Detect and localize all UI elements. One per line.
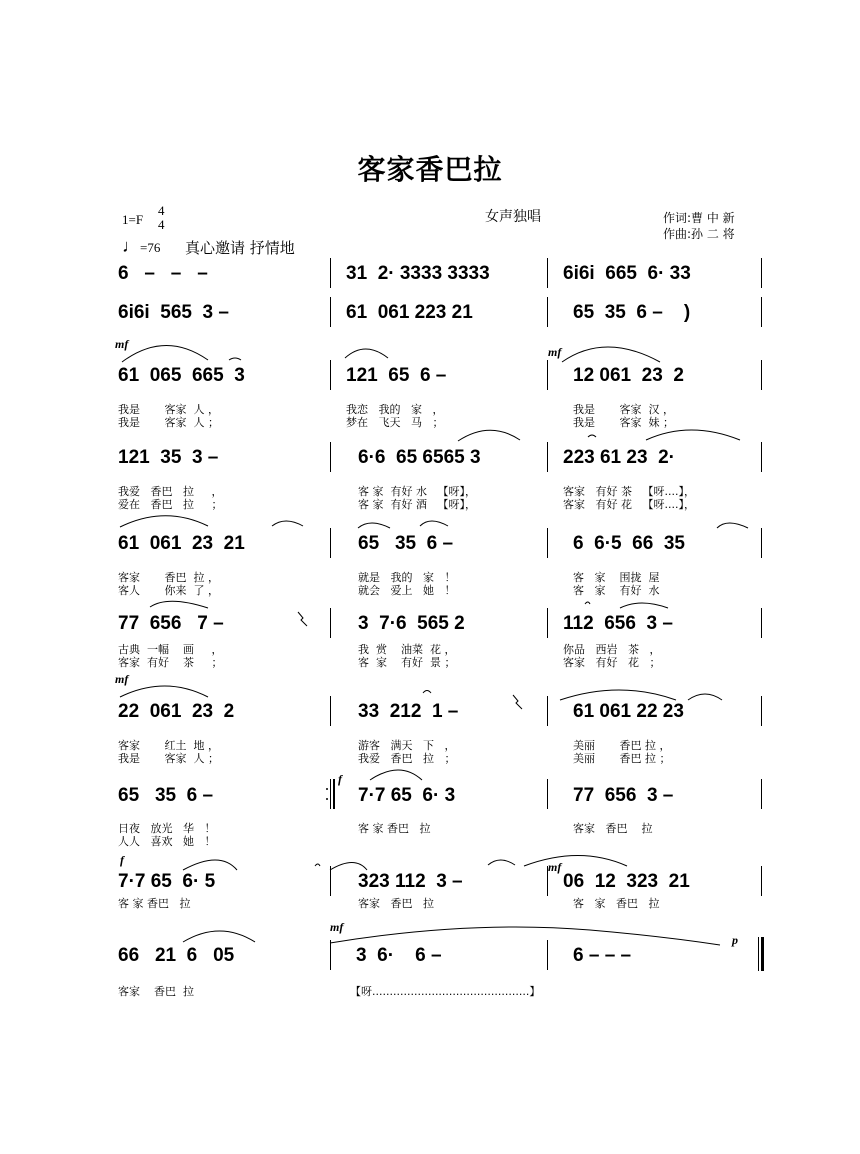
barline (761, 258, 762, 288)
measure-notes: 121 35 3 – (118, 447, 219, 468)
measure-notes: 65 35 6 – (358, 533, 454, 554)
barline (330, 297, 331, 327)
measure-notes: 6i6i 565 3 – (118, 302, 229, 323)
final-barline (758, 937, 759, 971)
measure-notes: 6i6i 665 6· 33 (563, 263, 691, 284)
lyrics-verse-1: 美丽 香巴 拉 ， (573, 739, 671, 752)
measure-notes: 06 12 323 21 (563, 871, 690, 892)
dynamic-marking: mf (115, 337, 129, 351)
lyrics-verse-2: 梦在 飞天 马 ； (346, 416, 444, 429)
lyrics-verse-2: 客人 你来 了 ， (118, 584, 219, 597)
measure-notes: 112 656 3 – (563, 613, 673, 634)
barline (547, 696, 548, 726)
measure-notes: 77 656 7 – (118, 613, 224, 634)
lyrics-verse-2: 客 家 有好 景 ； (358, 656, 456, 669)
measure-notes: 7·7 65 6· 5 (118, 871, 216, 892)
measure-notes: 65 35 6 – (118, 785, 214, 806)
barline (330, 608, 331, 638)
credits (663, 210, 735, 242)
lyrics-verse-1: 游客 满天 下 ， (358, 739, 456, 752)
measure-notes: 6 – – – (573, 945, 632, 966)
dynamic-marking: p (732, 933, 738, 947)
barline (761, 528, 762, 558)
barline (330, 940, 331, 970)
dynamic-marking: mf (548, 345, 562, 359)
measure-notes: 3 7·6 565 2 (358, 613, 465, 634)
lyrics-verse-2: 我是 客家 人 ； (118, 752, 219, 765)
tempo-marking (122, 236, 160, 257)
lyrics-verse-1: 客 家 香巴 拉 (118, 897, 191, 910)
lyrics-verse-2: 客 家 有好 酒 【呀】， (358, 498, 476, 511)
lyrics-verse-2: 客家 有好 茶 ； (118, 656, 223, 669)
lyrics-verse-2: 客 家 有好 水 (573, 584, 660, 597)
measure-notes: 77 656 3 – (573, 785, 674, 806)
expression-marking: 真心邀请 抒情地 (185, 239, 295, 257)
lyrics-verse-1: 客 家 有好 水 【呀】， (358, 485, 476, 498)
barline (330, 866, 331, 896)
lyrics-verse-2: 爱在 香巴 拉 ； (118, 498, 223, 511)
lyrics-verse-2: 美丽 香巴 拉 ； (573, 752, 671, 765)
lyrics-verse-2: 客家 有好 花 ； (563, 656, 661, 669)
lyrics-verse-1: 我爱 香巴 拉 ， (118, 485, 223, 498)
repeat-dot (326, 798, 328, 800)
lyrics-verse-1: 就是 我的 家 ！ (358, 571, 456, 584)
barline (547, 442, 548, 472)
key-signature: 1=F (122, 212, 144, 227)
lyrics-verse-1: 古典 一幅 画 ， (118, 643, 223, 656)
final-barline-thick (761, 937, 764, 971)
barline (330, 258, 331, 288)
measure-notes: 6 – – – (118, 263, 208, 284)
lyrics-verse-1: 我是 客家 人 ， (118, 403, 219, 416)
dynamic-marking: mf (330, 920, 344, 934)
lyrics-verse-1: 客家 香巴 拉 (118, 985, 194, 998)
barline (330, 528, 331, 558)
time-signature-top: 4 (158, 203, 165, 218)
barline (761, 608, 762, 638)
tempo-value: =76 (140, 240, 161, 255)
measure-notes: 66 21 6 05 (118, 945, 235, 966)
dynamic-marking: f (120, 853, 124, 867)
lyricist: 作词:曹 中 新 (663, 211, 735, 225)
lyrics-verse-1: 客家 红土 地 ， (118, 739, 219, 752)
barline (761, 696, 762, 726)
measure-notes: 61 061 23 21 (118, 533, 245, 554)
measure-notes: 65 35 6 – ) (573, 302, 691, 323)
dynamic-marking: mf (548, 860, 562, 874)
barline (547, 866, 548, 896)
lyrics-verse-2: 客家 有好 花 【呀....】， (563, 498, 695, 511)
lyrics-verse-1: 客 家 香巴 拉 (358, 822, 431, 835)
song-title: 客家香巴拉 (357, 153, 503, 186)
measure-notes: 61 061 223 21 (346, 302, 473, 323)
lyrics-verse-1: 我 赏 油菜 花 ， (358, 643, 456, 656)
barline (547, 258, 548, 288)
time-signature-bottom: 4 (158, 217, 165, 232)
composer: 作曲:孙 二 将 (663, 227, 735, 241)
lyrics-verse-1: 客 家 香巴 拉 (573, 897, 660, 910)
lyrics-verse-2: 就会 爱上 她 ！ (358, 584, 456, 597)
measure-notes: 323 112 3 – (358, 871, 463, 892)
barline (547, 297, 548, 327)
lyrics-verse-1: 日夜 放光 华 ！ (118, 822, 216, 835)
time-signature (158, 204, 165, 232)
barline (547, 608, 548, 638)
dynamic-marking: mf (115, 672, 129, 686)
barline (330, 696, 331, 726)
measure-notes: 121 65 6 – (346, 365, 447, 386)
lyrics-verse-1: 我恋 我的 家 ， (346, 403, 444, 416)
barline (547, 940, 548, 970)
measure-notes: 12 061 23 2 (573, 365, 684, 386)
measure-notes: 61 061 22 23 (573, 701, 684, 722)
barline (547, 360, 548, 390)
measure-notes: 6 6·5 66 35 (573, 533, 685, 554)
measure-notes: 3 6· 6 – (356, 945, 442, 966)
barline (761, 360, 762, 390)
barline (761, 442, 762, 472)
performance-type: 女声独唱 (485, 209, 541, 225)
repeat-barline-thick (333, 779, 335, 809)
measure-notes: 61 065 665 3 (118, 365, 245, 386)
barline (761, 866, 762, 896)
lyrics-verse-2: 我是 客家 妹 ； (573, 416, 674, 429)
measure-notes: 33 212 1 – (358, 701, 459, 722)
lyrics-verse-1: 【呀.............................................】 (350, 985, 541, 998)
lyrics-verse-1: 客家 香巴 拉 (573, 822, 653, 835)
measure-notes: 6·6 65 6565 3 (358, 447, 481, 468)
lyrics-verse-2: 人人 喜欢 她 ！ (118, 835, 216, 848)
barline (547, 779, 548, 809)
measure-notes: 22 061 23 2 (118, 701, 235, 722)
measure-notes: 31 2· 3333 3333 (346, 263, 490, 284)
barline (761, 297, 762, 327)
lyrics-verse-1: 客家 香巴 拉 (358, 897, 434, 910)
barline (330, 442, 331, 472)
measure-notes: 223 61 23 2· (563, 447, 675, 468)
barline (761, 779, 762, 809)
dynamic-marking: f (338, 772, 342, 786)
repeat-dot (326, 788, 328, 790)
lyrics-verse-2: 我爱 香巴 拉 ； (358, 752, 456, 765)
measure-notes: 7·7 65 6· 3 (358, 785, 456, 806)
lyrics-verse-2: 我是 客家 人 ； (118, 416, 219, 429)
barline (547, 528, 548, 558)
lyrics-verse-1: 客家 香巴 拉 ， (118, 571, 219, 584)
repeat-barline (330, 779, 331, 809)
lyrics-verse-1: 客家 有好 茶 【呀....】， (563, 485, 695, 498)
lyrics-verse-1: 你品 西岩 茶 ， (563, 643, 661, 656)
lyrics-verse-1: 客 家 围拢 屋 (573, 571, 660, 584)
quarter-note-icon: ♩ (122, 236, 140, 256)
lyrics-verse-1: 我是 客家 汉 ， (573, 403, 674, 416)
barline (330, 360, 331, 390)
